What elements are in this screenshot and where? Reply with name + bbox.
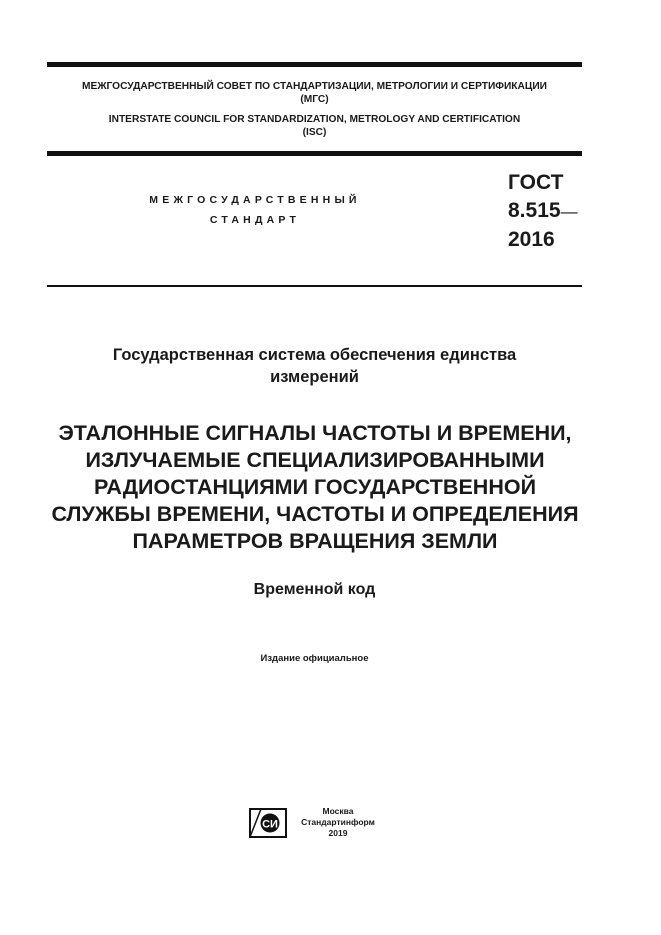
council-ru — [47, 80, 582, 106]
gost-number-line — [508, 197, 578, 226]
standard-bottom-rule — [47, 285, 582, 287]
council-ru-name: МЕЖГОСУДАРСТВЕННЫЙ СОВЕТ ПО СТАНДАРТИЗАЦИИ, МЕТРОЛОГИИ И СЕРТИФИКАЦИИ — [82, 81, 547, 92]
publisher-name: Стандартинформ — [301, 817, 375, 827]
gost-year: 2016 — [508, 228, 555, 251]
subtitle: Временной код — [253, 581, 376, 598]
council-en-abbr: (ISC) — [302, 127, 327, 138]
standard-type — [120, 190, 390, 230]
main-title-line: ИЗЛУЧАЕМЫЕ СПЕЦИАЛИЗИРОВАННЫМИ — [85, 448, 545, 472]
publisher-info — [293, 806, 383, 839]
council-ru-abbr: (МГС) — [300, 94, 329, 105]
system-title — [47, 344, 582, 388]
main-title — [30, 420, 600, 555]
edition-note: Издание официальное — [260, 653, 369, 664]
gost-dash: — — [560, 202, 578, 221]
standard-type-line2: СТАНДАРТ — [209, 214, 301, 226]
publisher-city: Москва — [322, 806, 354, 816]
top-rule — [47, 62, 582, 67]
header-bottom-rule — [47, 151, 582, 156]
main-title-line: ЭТАЛОННЫЕ СИГНАЛЫ ЧАСТОТЫ И ВРЕМЕНИ, — [58, 421, 572, 445]
gost-designation — [508, 169, 578, 254]
publisher-year: 2019 — [328, 828, 348, 838]
main-title-line: ПАРАМЕТРОВ ВРАЩЕНИЯ ЗЕМЛИ — [132, 529, 498, 553]
system-title-line2: измерений — [270, 368, 359, 386]
logo-letters: СИ — [262, 818, 278, 831]
standartinform-logo-icon — [249, 808, 287, 838]
gost-number: 8.515 — [508, 199, 561, 222]
standard-type-line1: МЕЖГОСУДАРСТВЕННЫЙ — [149, 194, 361, 206]
main-title-line: СЛУЖБЫ ВРЕМЕНИ, ЧАСТОТЫ И ОПРЕДЕЛЕНИЯ — [51, 502, 579, 526]
council-en — [47, 113, 582, 139]
main-title-line: РАДИОСТАНЦИЯМИ ГОСУДАРСТВЕННОЙ — [93, 475, 537, 499]
gost-label: ГОСТ — [508, 171, 564, 194]
system-title-line1: Государственная система обеспечения единства — [112, 346, 517, 364]
council-en-name: INTERSTATE COUNCIL FOR STANDARDIZATION, METROLOGY AND CERTIFICATION — [108, 114, 521, 125]
